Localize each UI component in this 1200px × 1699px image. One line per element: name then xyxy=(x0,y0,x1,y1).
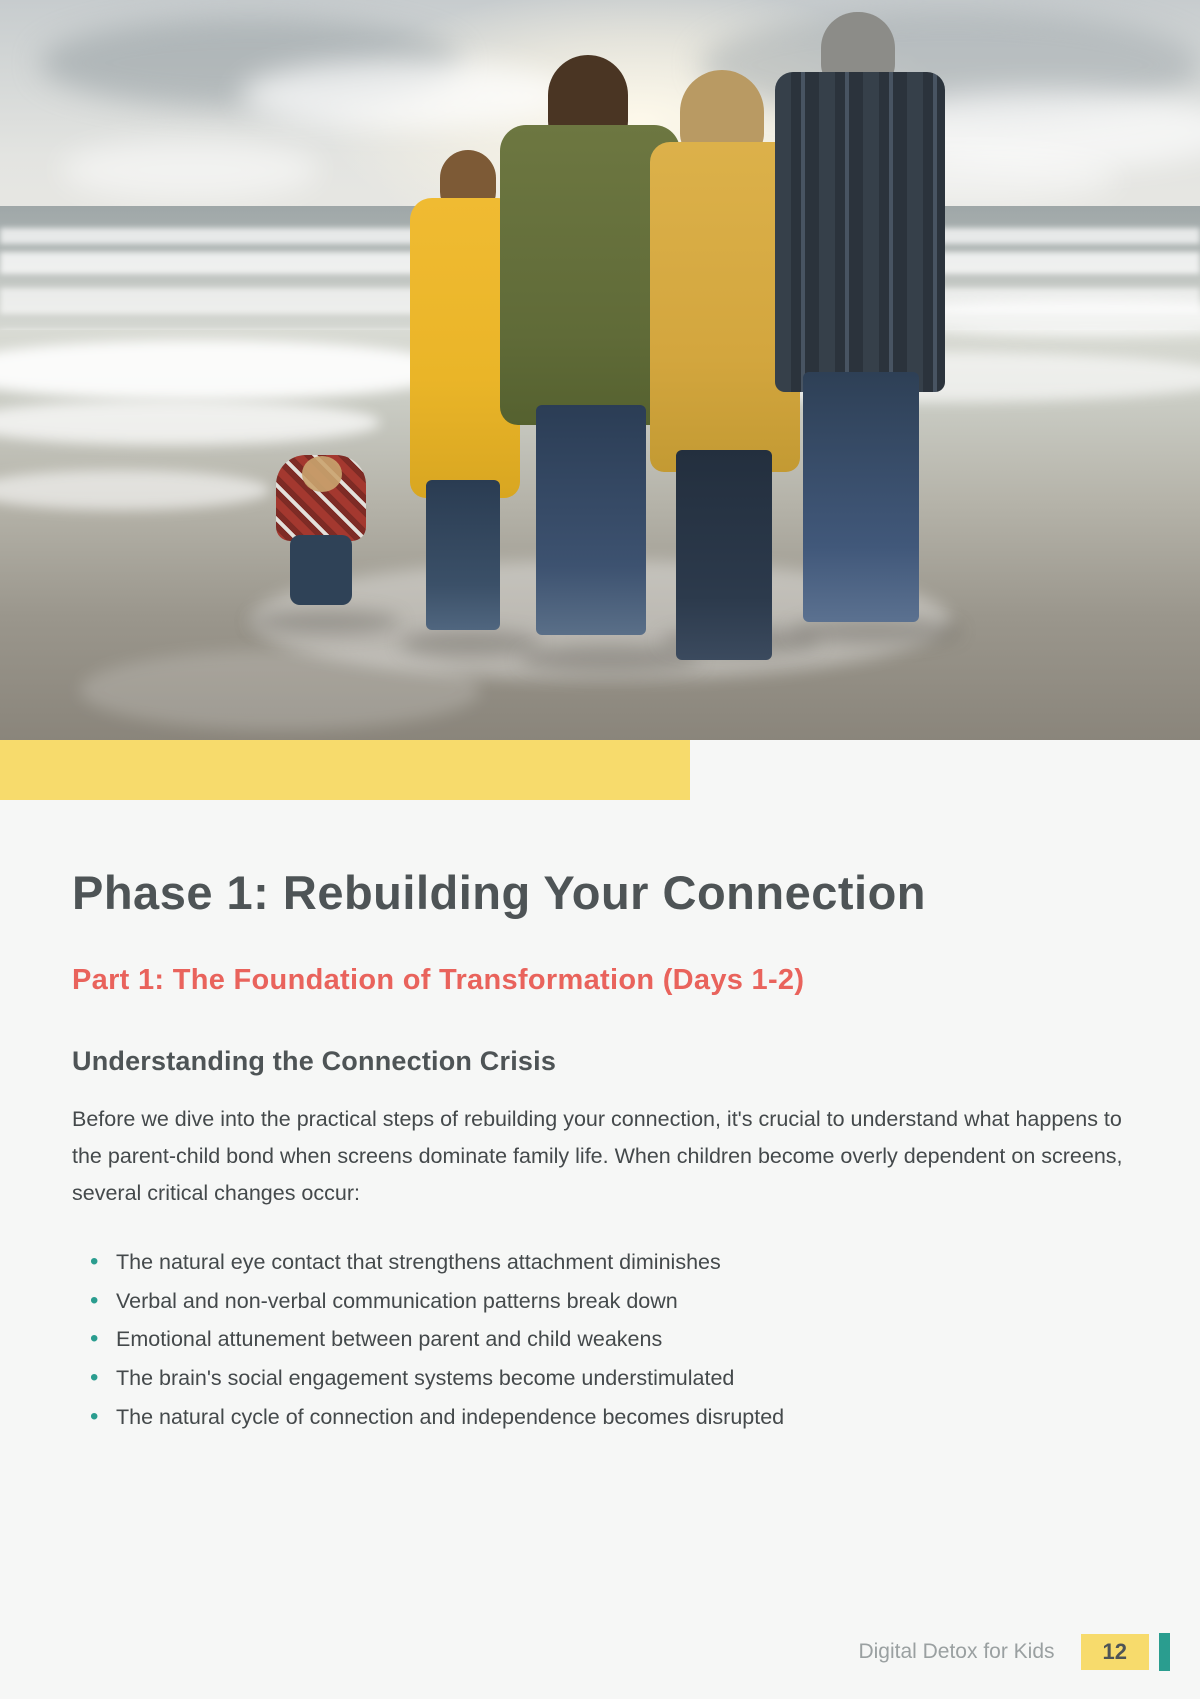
yellow-accent-bar xyxy=(0,740,690,800)
child-head xyxy=(302,456,342,492)
child-crouching-figure xyxy=(268,455,378,635)
list-item: • The brain's social engagement systems become understimulated xyxy=(116,1360,1132,1397)
girl-jeans xyxy=(426,480,500,630)
list-item: • Emotional attunement between parent and child weakens xyxy=(116,1321,1132,1358)
girl-jeans xyxy=(676,450,772,660)
page-content xyxy=(72,862,1132,1437)
bullet-list xyxy=(72,1244,1132,1435)
page-footer xyxy=(858,1633,1200,1671)
footer-book-title: Digital Detox for Kids xyxy=(858,1640,1055,1663)
sand-reflection xyxy=(80,650,480,730)
child-legs xyxy=(290,535,352,605)
list-item: • The natural cycle of connection and independence becomes disrupted xyxy=(116,1399,1132,1436)
body-paragraph: Before we dive into the practical steps of rebuilding your connection, it's crucial to understand what happens to the parent-child bond when screens dominate family life. When children become overly dependent on screens, several critical changes occur: xyxy=(72,1107,1123,1206)
mother-jeans xyxy=(536,405,646,635)
footer-teal-tab xyxy=(1159,1633,1170,1671)
section-heading: Understanding the Connection Crisis xyxy=(72,1046,557,1077)
page-number-badge: 12 xyxy=(1081,1634,1149,1670)
list-item: • Verbal and non-verbal communication patterns break down xyxy=(116,1283,1132,1320)
list-item: • The natural eye contact that strengthens attachment diminishes xyxy=(116,1244,1132,1281)
father-jeans xyxy=(803,372,919,622)
father-figure xyxy=(775,12,945,632)
cloud-shape xyxy=(60,140,320,200)
page-subtitle: Part 1: The Foundation of Transformation (Days 1-2) xyxy=(72,964,805,997)
page-title: Phase 1: Rebuilding Your Connection xyxy=(72,866,926,919)
plaid-shirt xyxy=(775,72,945,392)
hero-image xyxy=(0,0,1200,740)
